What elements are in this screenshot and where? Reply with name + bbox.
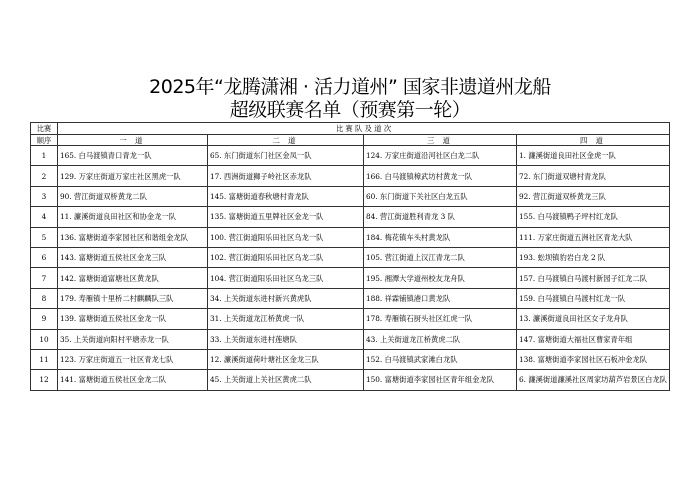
team-lane-1: 90. 营江街道双桥黄龙二队 — [58, 186, 208, 206]
team-lane-4: 92. 营江街道双桥黄龙三队 — [517, 186, 670, 206]
team-lane-2: 100. 营江街道阳乐田社区乌龙一队 — [208, 227, 364, 247]
header-lane-3: 三 道 — [364, 135, 517, 146]
team-lane-2: 33. 上关街道东进村莲塘队 — [208, 329, 364, 349]
team-lane-4: 13. 濂溪街道良田社区女子龙舟队 — [517, 309, 670, 329]
team-lane-3: 195. 湘潭大学道州校友龙舟队 — [364, 268, 517, 288]
race-order-number: 7 — [31, 268, 58, 288]
team-lane-2: 45. 上关街道上关社区黄虎二队 — [208, 370, 364, 390]
table-row — [31, 247, 670, 267]
race-order-number: 8 — [31, 288, 58, 308]
table-row — [31, 146, 670, 166]
document-title-line1: 2025年“龙腾潇湘 · 活力道州” 国家非遗道州龙船 — [149, 76, 551, 98]
team-lane-1: 142. 富塘街道富塘社区黄龙队 — [58, 268, 208, 288]
table-row — [31, 370, 670, 390]
table-row — [31, 329, 670, 349]
team-lane-1: 129. 万家庄街道万家庄社区黑虎一队 — [58, 166, 208, 186]
table-row — [31, 166, 670, 186]
team-lane-1: 141. 富塘街道五侯社区金龙二队 — [58, 370, 208, 390]
team-lane-2: 12. 濂溪街道荷叶塘社区金龙三队 — [208, 349, 364, 369]
team-lane-1: 136. 富塘街道李家园社区和谐组金龙队 — [58, 227, 208, 247]
team-lane-4: 193. 蚣坝镇豹岩白龙 2 队 — [517, 247, 670, 267]
team-lane-3: 60. 东门街道下关社区白龙五队 — [364, 186, 517, 206]
team-lane-2: 145. 富塘街道春秋塘村青龙队 — [208, 186, 364, 206]
team-lane-1: 165. 白马渡镇青口青龙一队 — [58, 146, 208, 166]
team-lane-4: 72. 东门街道双塘村青龙队 — [517, 166, 670, 186]
team-lane-2: 34. 上关街道东进村新兴黄虎队 — [208, 288, 364, 308]
team-lane-3: 152. 白马渡镇武家滩白龙队 — [364, 349, 517, 369]
team-lane-1: 139. 富塘街道五侯社区金龙一队 — [58, 309, 208, 329]
team-lane-2: 104. 营江街道阳乐田社区乌龙三队 — [208, 268, 364, 288]
team-lane-4: 111. 万家庄街道五洲社区青龙大队 — [517, 227, 670, 247]
team-lane-1: 143. 富塘街道五侯社区金龙三队 — [58, 247, 208, 267]
table-row — [31, 288, 670, 308]
team-lane-1: 123. 万家庄街道五一社区青龙七队 — [58, 349, 208, 369]
header-teams-lanes: 比 赛 队 及 道 次 — [58, 123, 670, 135]
header-lane-1: 一 道 — [58, 135, 208, 146]
team-lane-3: 178. 寿雁镇石厨头社区红虎一队 — [364, 309, 517, 329]
team-lane-4: 157. 白马渡镇白马渡村新园子红龙二队 — [517, 268, 670, 288]
race-order-number: 9 — [31, 309, 58, 329]
header-lane-4: 四 道 — [517, 135, 670, 146]
document-title-line2: 超级联赛名单（预赛第一轮） — [229, 99, 471, 121]
race-order-number: 6 — [31, 247, 58, 267]
team-lane-2: 31. 上关街道龙江桥黄虎一队 — [208, 309, 364, 329]
team-lane-3: 43. 上关街道龙江桥黄虎二队 — [364, 329, 517, 349]
team-lane-3: 184. 梅花镇车头村黄龙队 — [364, 227, 517, 247]
team-lane-2: 65. 东门街道东门社区金凤一队 — [208, 146, 364, 166]
team-lane-3: 124. 万家庄街道沿河社区白龙二队 — [364, 146, 517, 166]
team-lane-4: 155. 白马渡镇鸭子坪村红龙队 — [517, 207, 670, 227]
team-lane-4: 138. 富塘街道李家园社区石板冲金龙队 — [517, 349, 670, 369]
team-lane-4: 6. 濂溪街道濂溪社区周家坊葫芦岩景区白龙队 — [517, 370, 670, 390]
team-lane-2: 135. 富塘街道五里牌社区金龙一队 — [208, 207, 364, 227]
header-order: 顺序 — [31, 135, 58, 146]
race-order-number: 2 — [31, 166, 58, 186]
race-order-number: 4 — [31, 207, 58, 227]
race-order-number: 1 — [31, 146, 58, 166]
team-lane-4: 147. 富塘街道大福社区曹家青年组 — [517, 329, 670, 349]
table-row — [31, 186, 670, 206]
race-order-number: 12 — [31, 370, 58, 390]
race-order-number: 5 — [31, 227, 58, 247]
team-lane-1: 35. 上关街道向阳村平塘赤龙一队 — [58, 329, 208, 349]
table-row — [31, 207, 670, 227]
race-order-number: 11 — [31, 349, 58, 369]
header-match: 比赛 — [31, 123, 58, 135]
table-row — [31, 309, 670, 329]
team-lane-1: 179. 寿雁镇十里桥二村麒麟队三队 — [58, 288, 208, 308]
team-lane-4: 1. 濂溪街道良田社区金虎一队 — [517, 146, 670, 166]
match-schedule-table — [30, 122, 670, 391]
team-lane-2: 17. 西洲街道狮子岭社区赤龙队 — [208, 166, 364, 186]
team-lane-3: 150. 富塘街道李家园社区青年组金龙队 — [364, 370, 517, 390]
team-lane-3: 166. 白马渡镇樟武坊村黄龙一队 — [364, 166, 517, 186]
team-lane-3: 84. 营江街道胜利青龙 3 队 — [364, 207, 517, 227]
header-lane-2: 二 道 — [208, 135, 364, 146]
team-lane-3: 188. 祥霖铺镇港口黄龙队 — [364, 288, 517, 308]
table-row — [31, 349, 670, 369]
team-lane-1: 11. 濂溪街道良田社区和协金龙一队 — [58, 207, 208, 227]
table-row — [31, 227, 670, 247]
team-lane-3: 105. 营江街道上汉江青龙二队 — [364, 247, 517, 267]
team-lane-4: 159. 白马渡镇白马渡村红龙一队 — [517, 288, 670, 308]
race-order-number: 10 — [31, 329, 58, 349]
race-order-number: 3 — [31, 186, 58, 206]
team-lane-2: 102. 营江街道阳乐田社区乌龙二队 — [208, 247, 364, 267]
table-row — [31, 268, 670, 288]
